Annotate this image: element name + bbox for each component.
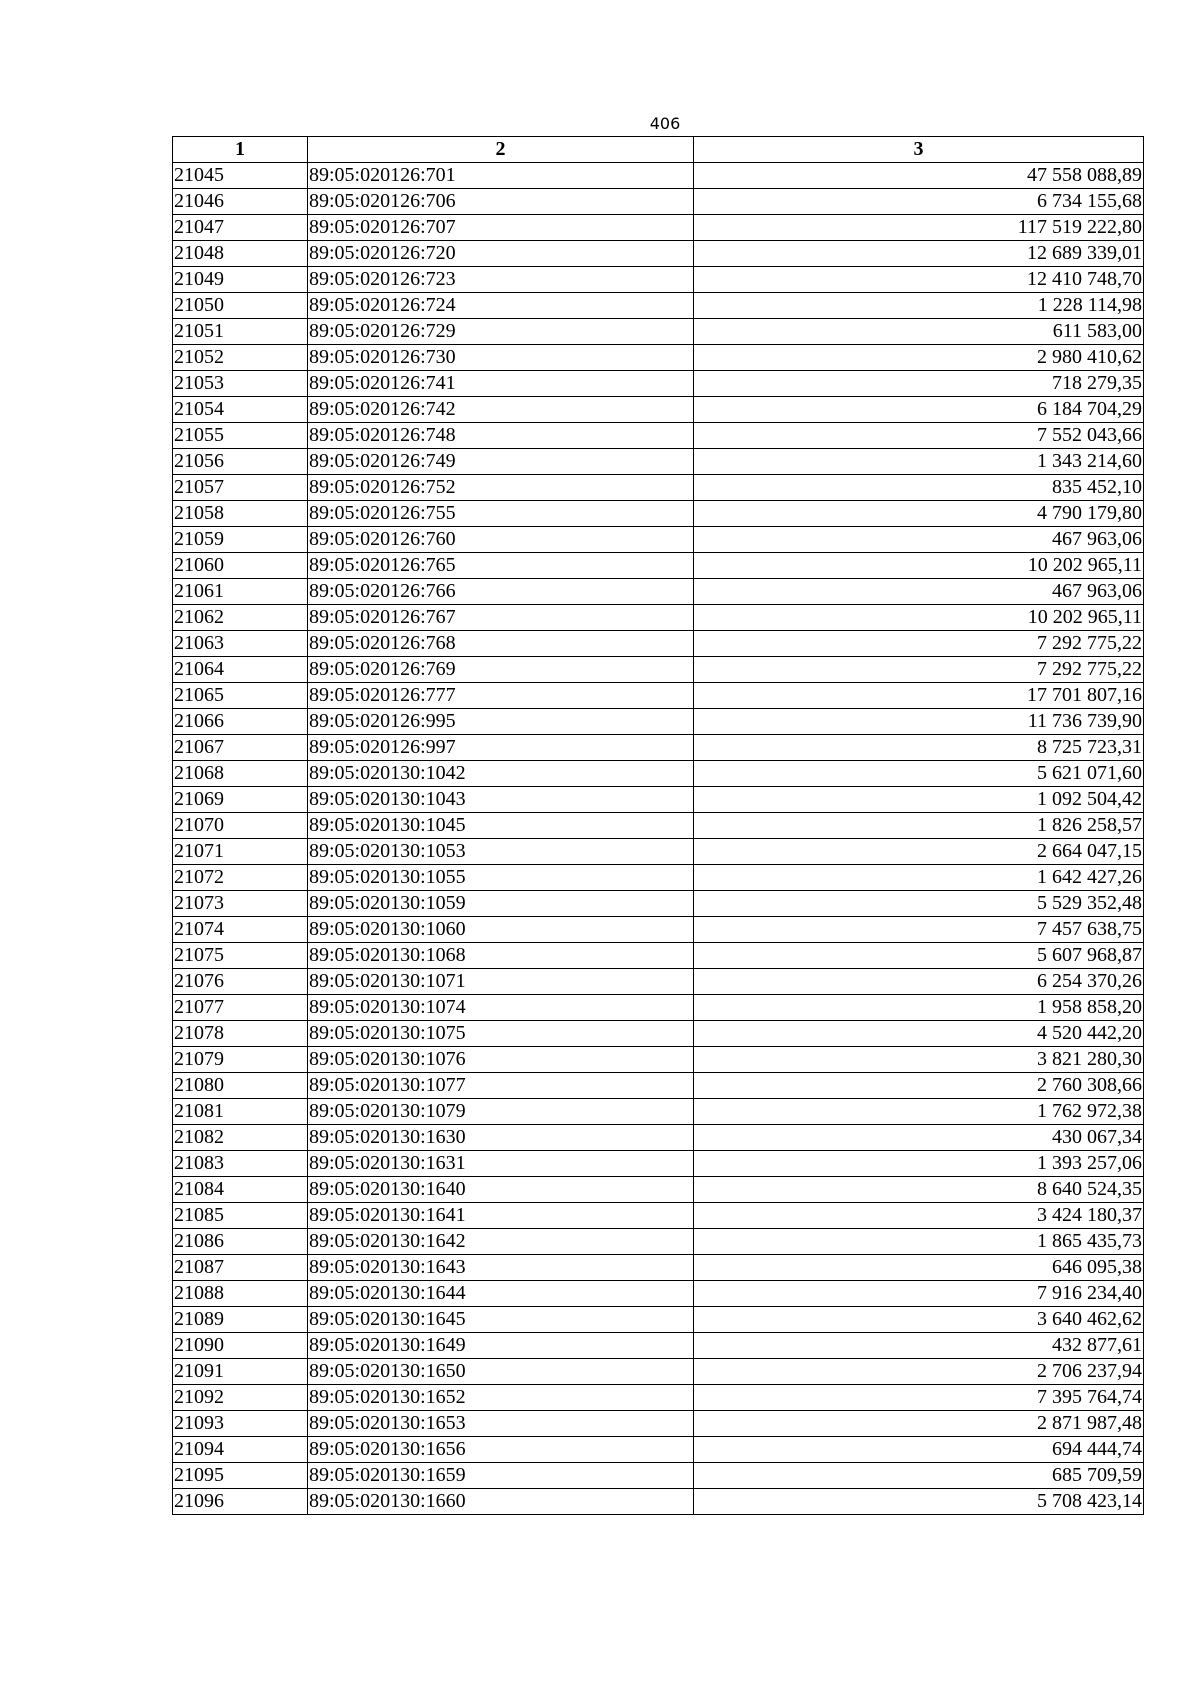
- cadastral-number-cell: 89:05:020126:748: [308, 423, 694, 449]
- cadastral-number-cell: 89:05:020126:777: [308, 683, 694, 709]
- cadastral-value-cell: 3 640 462,62: [694, 1307, 1144, 1333]
- cadastral-number-cell: 89:05:020130:1644: [308, 1281, 694, 1307]
- cadastral-number-cell: 89:05:020130:1631: [308, 1151, 694, 1177]
- cadastral-value-cell: 7 292 775,22: [694, 631, 1144, 657]
- table-row: [173, 527, 1144, 553]
- table-row: [173, 761, 1144, 787]
- row-number-cell: 21070: [173, 813, 308, 839]
- cadastral-value-cell: 4 790 179,80: [694, 501, 1144, 527]
- cadastral-value-cell: 2 664 047,15: [694, 839, 1144, 865]
- cadastral-number-cell: 89:05:020130:1660: [308, 1489, 694, 1515]
- table-row: [173, 449, 1144, 475]
- table-row: [173, 553, 1144, 579]
- row-number-cell: 21051: [173, 319, 308, 345]
- cadastral-value-cell: 11 736 739,90: [694, 709, 1144, 735]
- table-row: [173, 267, 1144, 293]
- table-row: [173, 1047, 1144, 1073]
- row-number-cell: 21080: [173, 1073, 308, 1099]
- cadastral-value-table: [172, 136, 1144, 1515]
- cadastral-value-cell: 1 228 114,98: [694, 293, 1144, 319]
- table-row: [173, 371, 1144, 397]
- cadastral-value-cell: 12 410 748,70: [694, 267, 1144, 293]
- cadastral-value-cell: 1 092 504,42: [694, 787, 1144, 813]
- cadastral-value-cell: 2 980 410,62: [694, 345, 1144, 371]
- row-number-cell: 21056: [173, 449, 308, 475]
- table-header-row: [173, 137, 1144, 163]
- row-number-cell: 21094: [173, 1437, 308, 1463]
- table-row: [173, 839, 1144, 865]
- cadastral-value-cell: 6 184 704,29: [694, 397, 1144, 423]
- table-row: [173, 1073, 1144, 1099]
- row-number-cell: 21054: [173, 397, 308, 423]
- row-number-cell: 21072: [173, 865, 308, 891]
- row-number-cell: 21066: [173, 709, 308, 735]
- page-number: 406: [649, 114, 681, 133]
- cadastral-value-cell: 12 689 339,01: [694, 241, 1144, 267]
- row-number-cell: 21067: [173, 735, 308, 761]
- row-number-cell: 21069: [173, 787, 308, 813]
- table-row: [173, 1125, 1144, 1151]
- cadastral-number-cell: 89:05:020130:1060: [308, 917, 694, 943]
- table-row: [173, 579, 1144, 605]
- row-number-cell: 21062: [173, 605, 308, 631]
- row-number-cell: 21052: [173, 345, 308, 371]
- cadastral-value-cell: 1 393 257,06: [694, 1151, 1144, 1177]
- cadastral-value-cell: 646 095,38: [694, 1255, 1144, 1281]
- table-row: [173, 423, 1144, 449]
- cadastral-number-cell: 89:05:020126:720: [308, 241, 694, 267]
- row-number-cell: 21063: [173, 631, 308, 657]
- cadastral-value-cell: 1 762 972,38: [694, 1099, 1144, 1125]
- cadastral-value-cell: 2 760 308,66: [694, 1073, 1144, 1099]
- cadastral-value-cell: 1 865 435,73: [694, 1229, 1144, 1255]
- row-number-cell: 21082: [173, 1125, 308, 1151]
- row-number-cell: 21077: [173, 995, 308, 1021]
- cadastral-value-cell: 467 963,06: [694, 579, 1144, 605]
- table-row: [173, 319, 1144, 345]
- cadastral-number-cell: 89:05:020126:724: [308, 293, 694, 319]
- column-header-1: 1: [173, 137, 308, 163]
- cadastral-number-cell: 89:05:020126:749: [308, 449, 694, 475]
- table-row: [173, 1099, 1144, 1125]
- cadastral-value-cell: 2 871 987,48: [694, 1411, 1144, 1437]
- cadastral-number-cell: 89:05:020130:1068: [308, 943, 694, 969]
- cadastral-value-cell: 694 444,74: [694, 1437, 1144, 1463]
- table-row: [173, 917, 1144, 943]
- cadastral-value-cell: 117 519 222,80: [694, 215, 1144, 241]
- table-row: [173, 969, 1144, 995]
- cadastral-value-cell: 1 343 214,60: [694, 449, 1144, 475]
- cadastral-number-cell: 89:05:020130:1643: [308, 1255, 694, 1281]
- cadastral-value-cell: 7 916 234,40: [694, 1281, 1144, 1307]
- row-number-cell: 21074: [173, 917, 308, 943]
- cadastral-number-cell: 89:05:020126:769: [308, 657, 694, 683]
- row-number-cell: 21091: [173, 1359, 308, 1385]
- table-row: [173, 397, 1144, 423]
- table-row: [173, 631, 1144, 657]
- cadastral-number-cell: 89:05:020126:997: [308, 735, 694, 761]
- cadastral-number-cell: 89:05:020126:760: [308, 527, 694, 553]
- row-number-cell: 21088: [173, 1281, 308, 1307]
- table-row: [173, 215, 1144, 241]
- row-number-cell: 21076: [173, 969, 308, 995]
- row-number-cell: 21061: [173, 579, 308, 605]
- row-number-cell: 21087: [173, 1255, 308, 1281]
- cadastral-number-cell: 89:05:020130:1649: [308, 1333, 694, 1359]
- cadastral-number-cell: 89:05:020130:1079: [308, 1099, 694, 1125]
- cadastral-number-cell: 89:05:020130:1640: [308, 1177, 694, 1203]
- table-row: [173, 1281, 1144, 1307]
- table-row: [173, 605, 1144, 631]
- cadastral-value-cell: 430 067,34: [694, 1125, 1144, 1151]
- cadastral-number-cell: 89:05:020130:1071: [308, 969, 694, 995]
- row-number-cell: 21049: [173, 267, 308, 293]
- row-number-cell: 21093: [173, 1411, 308, 1437]
- row-number-cell: 21089: [173, 1307, 308, 1333]
- table-row: [173, 1411, 1144, 1437]
- table-row: [173, 1463, 1144, 1489]
- cadastral-value-cell: 7 292 775,22: [694, 657, 1144, 683]
- table-row: [173, 345, 1144, 371]
- row-number-cell: 21050: [173, 293, 308, 319]
- table-row: [173, 683, 1144, 709]
- row-number-cell: 21085: [173, 1203, 308, 1229]
- row-number-cell: 21095: [173, 1463, 308, 1489]
- table-row: [173, 735, 1144, 761]
- table-row: [173, 813, 1144, 839]
- cadastral-number-cell: 89:05:020126:767: [308, 605, 694, 631]
- cadastral-value-cell: 1 826 258,57: [694, 813, 1144, 839]
- table-row: [173, 293, 1144, 319]
- table-row: [173, 1359, 1144, 1385]
- cadastral-value-cell: 6 254 370,26: [694, 969, 1144, 995]
- table-row: [173, 865, 1144, 891]
- cadastral-number-cell: 89:05:020130:1055: [308, 865, 694, 891]
- cadastral-value-cell: 5 708 423,14: [694, 1489, 1144, 1515]
- table-row: [173, 1203, 1144, 1229]
- cadastral-number-cell: 89:05:020126:765: [308, 553, 694, 579]
- cadastral-number-cell: 89:05:020126:707: [308, 215, 694, 241]
- cadastral-number-cell: 89:05:020126:742: [308, 397, 694, 423]
- cadastral-value-cell: 3 424 180,37: [694, 1203, 1144, 1229]
- cadastral-number-cell: 89:05:020130:1642: [308, 1229, 694, 1255]
- row-number-cell: 21058: [173, 501, 308, 527]
- table-row: [173, 787, 1144, 813]
- row-number-cell: 21092: [173, 1385, 308, 1411]
- table-row: [173, 1489, 1144, 1515]
- cadastral-value-cell: 10 202 965,11: [694, 553, 1144, 579]
- cadastral-value-cell: 1 958 858,20: [694, 995, 1144, 1021]
- table-row: [173, 891, 1144, 917]
- table-row: [173, 189, 1144, 215]
- row-number-cell: 21079: [173, 1047, 308, 1073]
- row-number-cell: 21071: [173, 839, 308, 865]
- row-number-cell: 21065: [173, 683, 308, 709]
- cadastral-value-cell: 6 734 155,68: [694, 189, 1144, 215]
- cadastral-value-cell: 8 725 723,31: [694, 735, 1144, 761]
- cadastral-number-cell: 89:05:020130:1074: [308, 995, 694, 1021]
- cadastral-value-cell: 5 621 071,60: [694, 761, 1144, 787]
- table-row: [173, 1333, 1144, 1359]
- cadastral-number-cell: 89:05:020130:1043: [308, 787, 694, 813]
- row-number-cell: 21081: [173, 1099, 308, 1125]
- table-row: [173, 657, 1144, 683]
- cadastral-number-cell: 89:05:020126:755: [308, 501, 694, 527]
- row-number-cell: 21090: [173, 1333, 308, 1359]
- table-row: [173, 995, 1144, 1021]
- row-number-cell: 21078: [173, 1021, 308, 1047]
- cadastral-value-cell: 432 877,61: [694, 1333, 1144, 1359]
- row-number-cell: 21048: [173, 241, 308, 267]
- table-row: [173, 1437, 1144, 1463]
- row-number-cell: 21045: [173, 163, 308, 189]
- row-number-cell: 21059: [173, 527, 308, 553]
- cadastral-value-cell: 8 640 524,35: [694, 1177, 1144, 1203]
- cadastral-value-cell: 3 821 280,30: [694, 1047, 1144, 1073]
- cadastral-value-cell: 4 520 442,20: [694, 1021, 1144, 1047]
- cadastral-number-cell: 89:05:020130:1630: [308, 1125, 694, 1151]
- cadastral-value-cell: 611 583,00: [694, 319, 1144, 345]
- row-number-cell: 21064: [173, 657, 308, 683]
- cadastral-value-cell: 467 963,06: [694, 527, 1144, 553]
- row-number-cell: 21060: [173, 553, 308, 579]
- column-header-2: 2: [308, 137, 694, 163]
- cadastral-number-cell: 89:05:020126:723: [308, 267, 694, 293]
- cadastral-number-cell: 89:05:020130:1045: [308, 813, 694, 839]
- table-row: [173, 709, 1144, 735]
- cadastral-number-cell: 89:05:020126:701: [308, 163, 694, 189]
- cadastral-number-cell: 89:05:020126:741: [308, 371, 694, 397]
- table-row: [173, 475, 1144, 501]
- table-row: [173, 501, 1144, 527]
- row-number-cell: 21083: [173, 1151, 308, 1177]
- table-row: [173, 1255, 1144, 1281]
- cadastral-number-cell: 89:05:020126:729: [308, 319, 694, 345]
- cadastral-value-cell: 835 452,10: [694, 475, 1144, 501]
- cadastral-number-cell: 89:05:020130:1645: [308, 1307, 694, 1333]
- cadastral-number-cell: 89:05:020130:1076: [308, 1047, 694, 1073]
- table-row: [173, 943, 1144, 969]
- cadastral-value-cell: 7 552 043,66: [694, 423, 1144, 449]
- cadastral-value-cell: 5 529 352,48: [694, 891, 1144, 917]
- table-row: [173, 163, 1144, 189]
- cadastral-number-cell: 89:05:020126:752: [308, 475, 694, 501]
- cadastral-number-cell: 89:05:020126:706: [308, 189, 694, 215]
- row-number-cell: 21068: [173, 761, 308, 787]
- cadastral-number-cell: 89:05:020126:766: [308, 579, 694, 605]
- cadastral-number-cell: 89:05:020126:730: [308, 345, 694, 371]
- cadastral-value-cell: 47 558 088,89: [694, 163, 1144, 189]
- cadastral-number-cell: 89:05:020130:1077: [308, 1073, 694, 1099]
- cadastral-number-cell: 89:05:020130:1042: [308, 761, 694, 787]
- cadastral-number-cell: 89:05:020126:768: [308, 631, 694, 657]
- cadastral-value-cell: 685 709,59: [694, 1463, 1144, 1489]
- cadastral-number-cell: 89:05:020130:1656: [308, 1437, 694, 1463]
- cadastral-value-cell: 718 279,35: [694, 371, 1144, 397]
- cadastral-number-cell: 89:05:020130:1641: [308, 1203, 694, 1229]
- cadastral-value-cell: 17 701 807,16: [694, 683, 1144, 709]
- row-number-cell: 21047: [173, 215, 308, 241]
- cadastral-number-cell: 89:05:020130:1659: [308, 1463, 694, 1489]
- cadastral-number-cell: 89:05:020130:1059: [308, 891, 694, 917]
- table-row: [173, 1229, 1144, 1255]
- table-row: [173, 1307, 1144, 1333]
- cadastral-number-cell: 89:05:020130:1653: [308, 1411, 694, 1437]
- row-number-cell: 21053: [173, 371, 308, 397]
- table-row: [173, 1177, 1144, 1203]
- cadastral-value-cell: 1 642 427,26: [694, 865, 1144, 891]
- cadastral-value-cell: 7 395 764,74: [694, 1385, 1144, 1411]
- cadastral-number-cell: 89:05:020130:1652: [308, 1385, 694, 1411]
- table-row: [173, 241, 1144, 267]
- row-number-cell: 21084: [173, 1177, 308, 1203]
- cadastral-value-cell: 10 202 965,11: [694, 605, 1144, 631]
- table-row: [173, 1385, 1144, 1411]
- cadastral-number-cell: 89:05:020130:1053: [308, 839, 694, 865]
- row-number-cell: 21096: [173, 1489, 308, 1515]
- table-row: [173, 1151, 1144, 1177]
- cadastral-value-cell: 7 457 638,75: [694, 917, 1144, 943]
- row-number-cell: 21073: [173, 891, 308, 917]
- table-body: [173, 163, 1144, 1515]
- row-number-cell: 21086: [173, 1229, 308, 1255]
- row-number-cell: 21046: [173, 189, 308, 215]
- column-header-3: 3: [694, 137, 1144, 163]
- cadastral-number-cell: 89:05:020130:1075: [308, 1021, 694, 1047]
- cadastral-value-cell: 5 607 968,87: [694, 943, 1144, 969]
- table-row: [173, 1021, 1144, 1047]
- cadastral-value-cell: 2 706 237,94: [694, 1359, 1144, 1385]
- cadastral-number-cell: 89:05:020130:1650: [308, 1359, 694, 1385]
- row-number-cell: 21057: [173, 475, 308, 501]
- row-number-cell: 21075: [173, 943, 308, 969]
- row-number-cell: 21055: [173, 423, 308, 449]
- cadastral-number-cell: 89:05:020126:995: [308, 709, 694, 735]
